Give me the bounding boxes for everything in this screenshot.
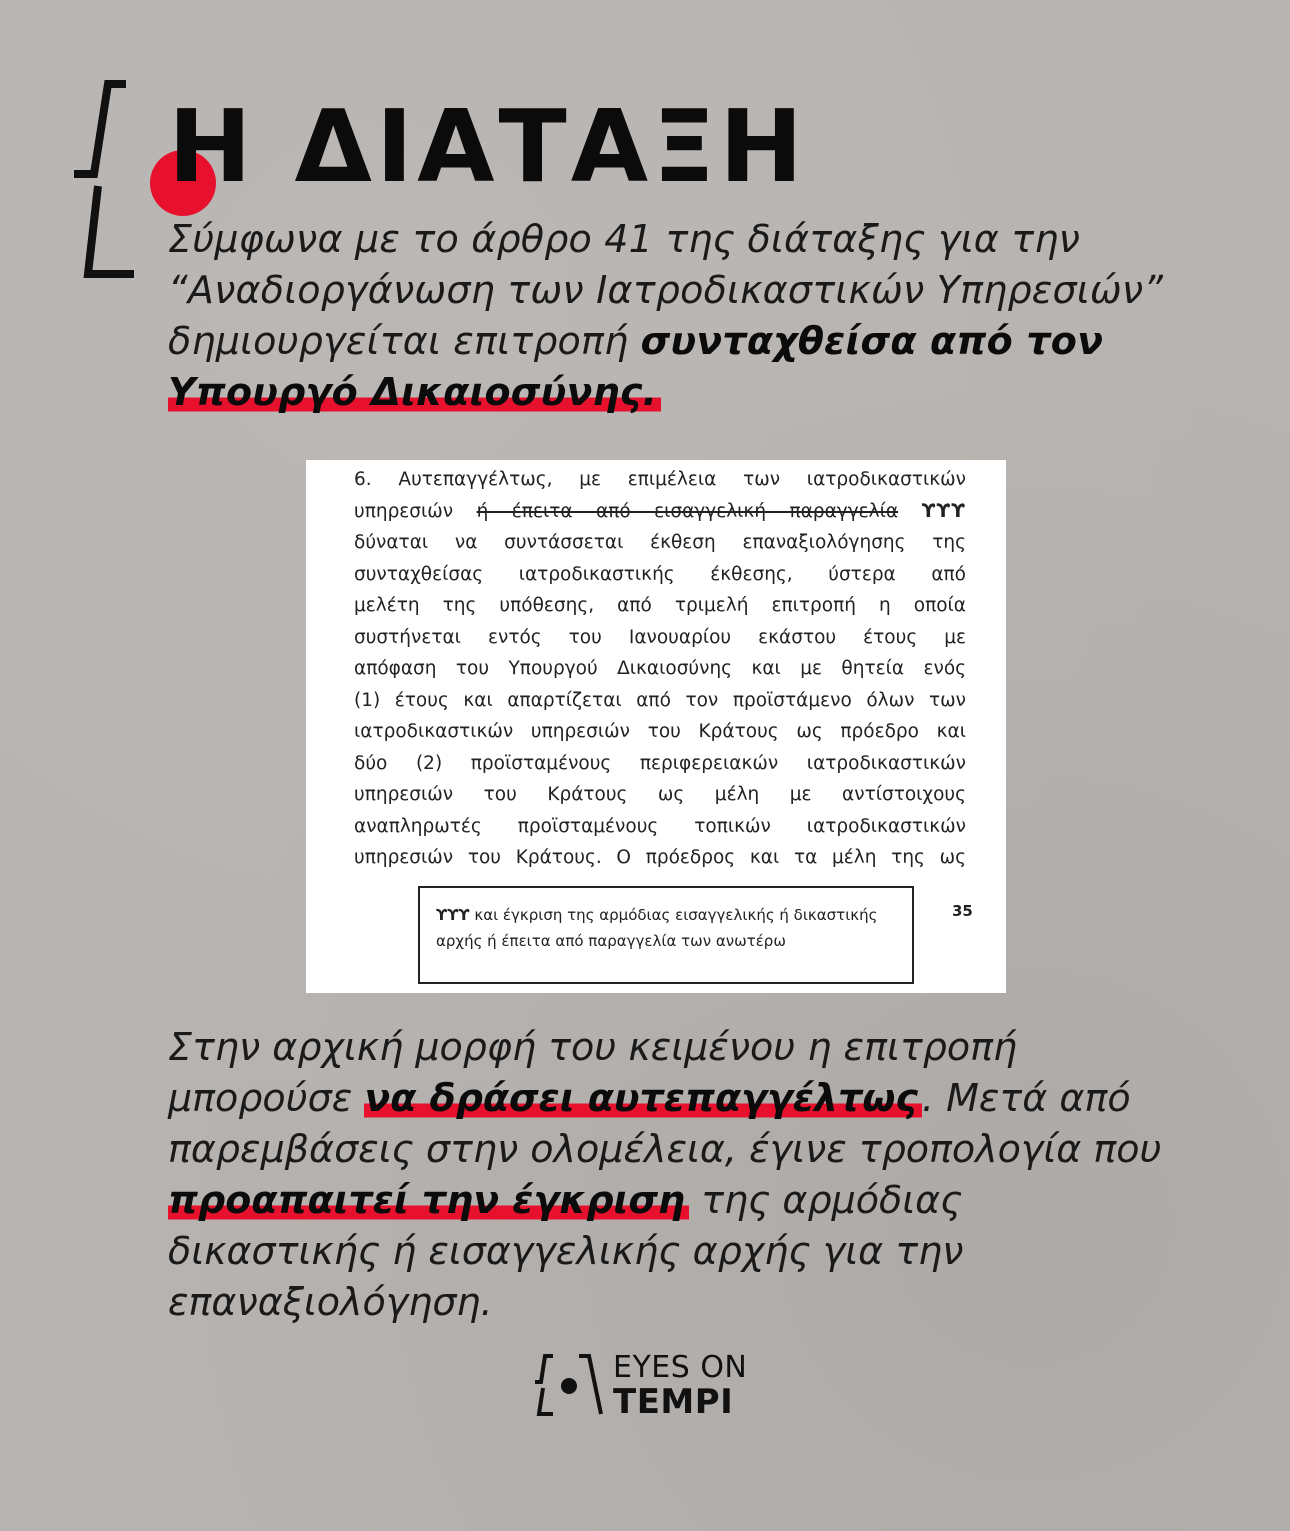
document-line: 6. Αυτεπαγγέλτως, με επιμέλεια των ιατροδικαστικών: [354, 469, 966, 490]
closing-paragraph: [168, 1022, 1178, 1328]
closing-highlight-1: να δράσει αυτεπαγγέλτως: [364, 1076, 922, 1120]
document-line: απόφαση του Υπουργού Δικαιοσύνης και με θητεία ενός: [354, 658, 966, 679]
document-line: ιατροδικαστικών υπηρεσιών του Κράτους ως πρόεδρο και: [354, 721, 966, 742]
amend-mark: ϒϒϒ: [921, 500, 966, 522]
document-line: δύναται να συντάσσεται έκθεση επαναξιολόγησης της: [354, 532, 966, 553]
closing-text-3: της αρμόδιας δικαστικής ή εισαγγελικής αρχής για την επαναξιολόγηση.: [168, 1178, 964, 1324]
document-line-struck: [354, 496, 966, 528]
page-number: 35: [952, 902, 973, 920]
document-line: (1) έτους και απαρτίζεται από τον προϊστάμενο όλων των: [354, 689, 966, 711]
document-line: μελέτη της υπόθεσης, από τριμελή επιτροπή η οποία: [354, 595, 966, 616]
footnote-text: και έγκριση της αρμόδιας εισαγγελικής ή δικαστικής αρχής ή έπειτα από παραγγελία των ανωτέρω: [436, 906, 878, 950]
logo-icon: [535, 1352, 603, 1418]
document-line: υπηρεσιών του Κράτους ως μέλη με αντίστοιχους: [354, 784, 966, 805]
struck-text: ή έπειτα από εισαγγελική παραγγελία: [476, 500, 899, 522]
document-line: αναπληρωτές προϊσταμένους τοπικών ιατροδικαστικών: [354, 815, 966, 837]
logo-line-1: EYES ON: [613, 1350, 748, 1385]
document-excerpt: [306, 460, 1006, 993]
bracket-decoration: [68, 78, 140, 282]
intro-highlight: Υπουργό Δικαιοσύνης.: [168, 370, 661, 414]
intro-text: Σύμφωνα με το άρθρο 41 της διάταξης για την “Αναδιοργάνωση των Ιατροδικαστικών Υπηρεσιών” δημιουργείται επιτροπή: [168, 217, 1164, 363]
document-text: [354, 464, 966, 874]
closing-text-2: . Μετά από παρεμβάσεις στην ολομέλεια, έγινε τροπολογία που: [168, 1076, 1162, 1171]
document-line: συνταχθείσας ιατροδικαστικής έκθεσης, ύστερα από: [354, 563, 966, 585]
eyes-on-tempi-logo: [535, 1350, 765, 1420]
document-line-start: υπηρεσιών: [354, 500, 454, 522]
closing-highlight-2: προαπαιτεί την έγκριση: [168, 1178, 689, 1222]
closing-text-1: Στην αρχική μορφή του κειμένου η επιτροπή μπορούσε: [168, 1025, 1018, 1120]
intro-paragraph: [168, 214, 1178, 418]
amendment-footnote: [418, 886, 914, 984]
page-title: Η ΔΙΑΤΑΞΗ: [168, 88, 807, 205]
document-line: υπηρεσιών του Κράτους. Ο πρόεδρος και τα μέλη της ως: [354, 847, 966, 868]
footnote-mark: ϒϒϒ: [436, 906, 470, 924]
intro-bold-1: συνταχθείσα από τον: [640, 319, 1104, 363]
document-line: συστήνεται εντός του Ιανουαρίου εκάστου έτους με: [354, 626, 966, 648]
logo-line-2: TEMPI: [613, 1382, 734, 1422]
document-line: δύο (2) προϊσταμένους περιφερειακών ιατροδικαστικών: [354, 752, 966, 774]
